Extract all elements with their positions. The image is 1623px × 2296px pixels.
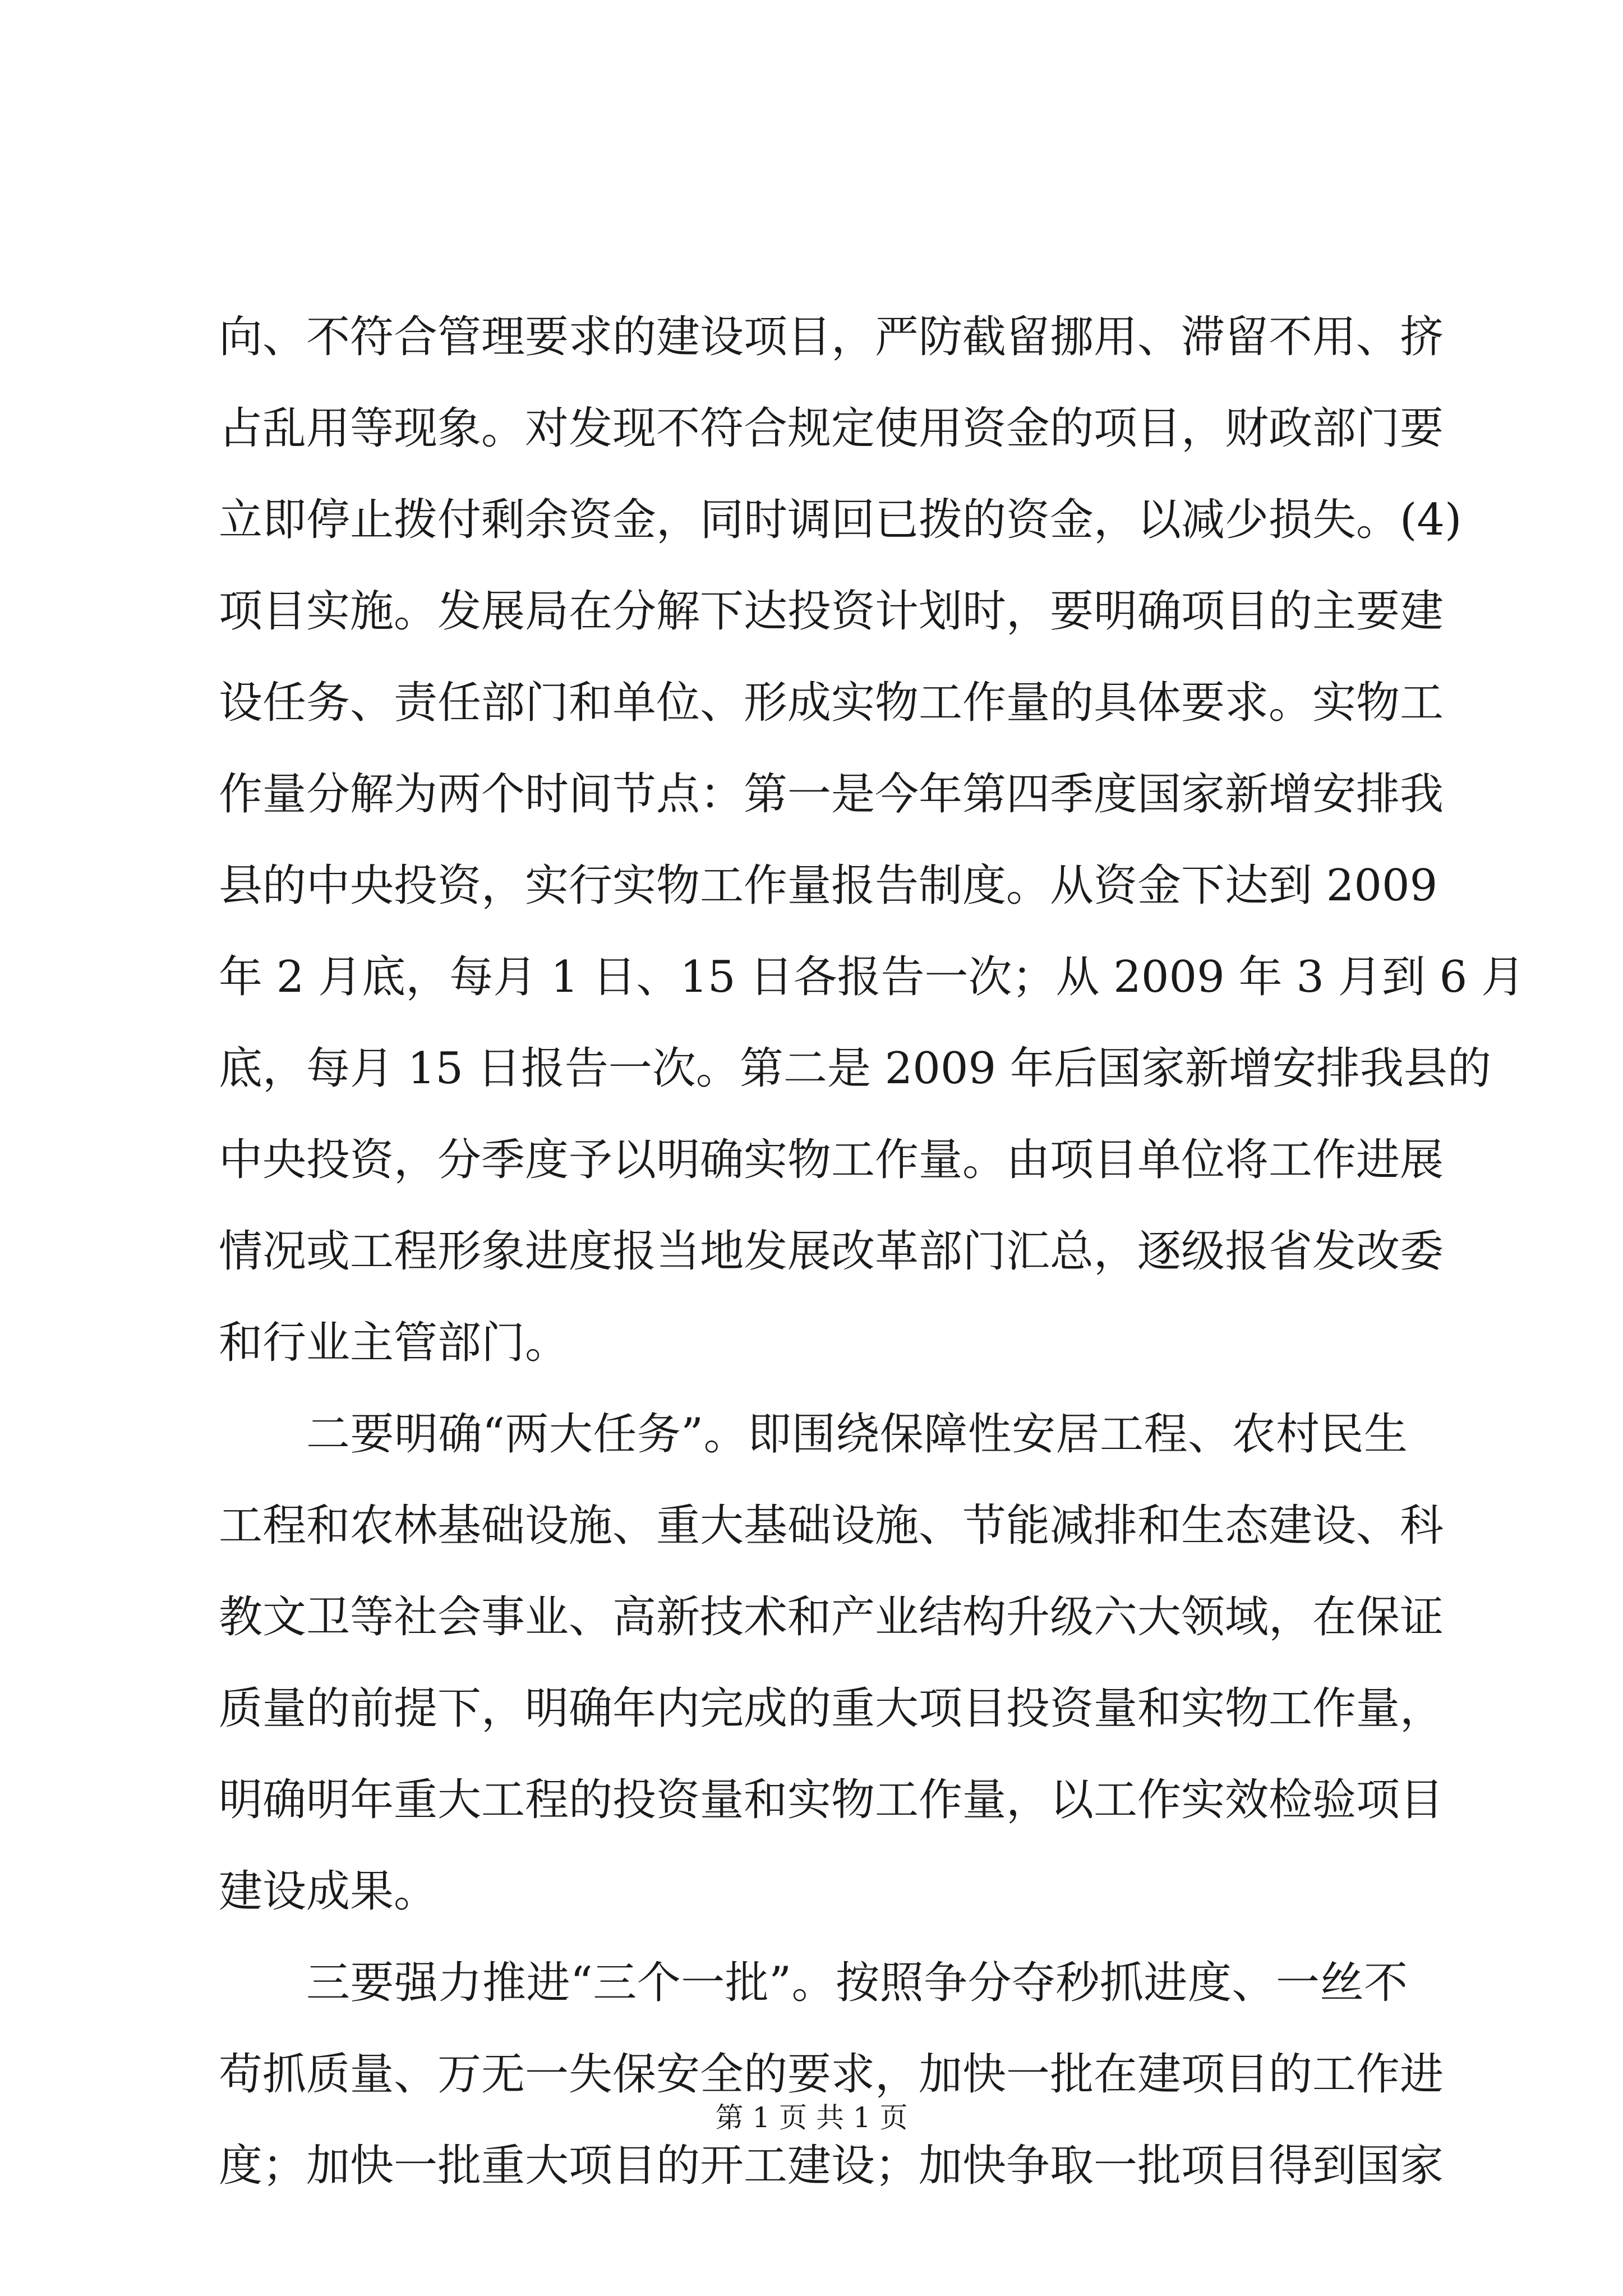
text-line: 工程和农林基础设施、重大基础设施、节能减排和生态建设、科 xyxy=(219,1501,1444,1551)
paragraph xyxy=(219,292,1525,1389)
text-line: 明确明年重大工程的投资量和实物工作量，以工作实效检验项目 xyxy=(219,1775,1444,1825)
document-body xyxy=(219,292,1525,2212)
paragraph xyxy=(219,1938,1444,2212)
text-line: 苟抓质量、万无一失保安全的要求，加快一批在建项目的工作进 xyxy=(219,2049,1444,2100)
text-line: 年 2 月底，每月 1 日、15 日各报告一次；从 2009 年 3 月到 6 月 xyxy=(219,952,1525,1002)
text-line: 三要强力推进“三个一批”。按照争分夺秒抓进度、一丝不 xyxy=(306,1958,1408,2008)
text-line: 设任务、责任部门和单位、形成实物工作量的具体要求。实物工 xyxy=(219,678,1444,728)
paragraph xyxy=(219,1389,1444,1938)
text-line: 占乱用等现象。对发现不符合规定使用资金的项目，财政部门要 xyxy=(219,403,1444,454)
text-line: 项目实施。发展局在分解下达投资计划时，要明确项目的主要建 xyxy=(219,586,1444,637)
text-line: 二要明确“两大任务”。即围绕保障性安居工程、农村民生 xyxy=(306,1409,1408,1460)
text-line: 立即停止拨付剩余资金，同时调回已拨的资金，以减少损失。(4) xyxy=(219,495,1462,545)
text-line: 作量分解为两个时间节点：第一是今年第四季度国家新增安排我 xyxy=(219,769,1444,820)
text-line: 县的中央投资，实行实物工作量报告制度。从资金下达到 2009 xyxy=(219,861,1438,911)
text-line: 情况或工程形象进度报当地发展改革部门汇总，逐级报省发改委 xyxy=(219,1226,1444,1277)
text-line: 教文卫等社会事业、高新技术和产业结构升级六大领域，在保证 xyxy=(219,1592,1444,1642)
text-line: 和行业主管部门。 xyxy=(219,1318,569,1368)
page-footer: 第 1 页 共 1 页 xyxy=(715,2101,908,2134)
text-line: 中央投资，分季度予以明确实物工作量。由项目单位将工作进展 xyxy=(219,1135,1444,1185)
text-line: 底，每月 15 日报告一次。第二是 2009 年后国家新增安排我县的 xyxy=(219,1043,1491,1094)
text-line: 向、不符合管理要求的建设项目，严防截留挪用、滞留不用、挤 xyxy=(219,312,1444,362)
text-line: 建设成果。 xyxy=(219,1866,438,1917)
text-line: 度；加快一批重大项目的开工建设；加快争取一批项目得到国家 xyxy=(219,2141,1444,2191)
text-line: 质量的前提下，明确年内完成的重大项目投资量和实物工作量， xyxy=(219,1683,1444,1734)
